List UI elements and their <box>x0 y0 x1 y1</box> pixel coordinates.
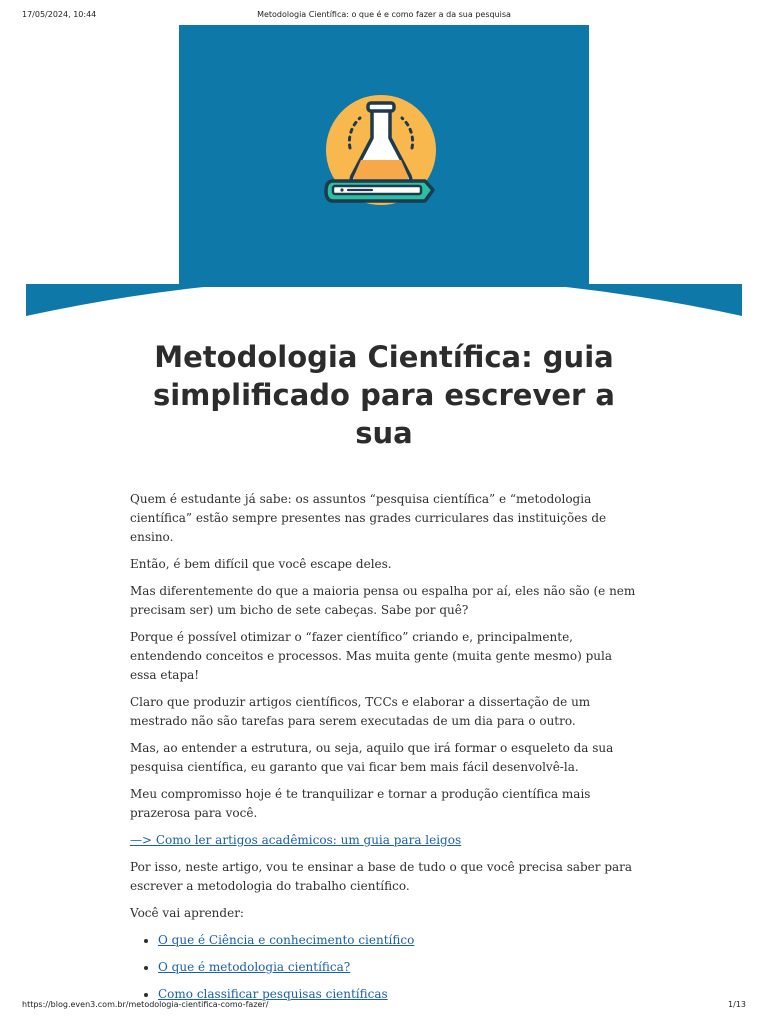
hero-banner <box>0 0 768 330</box>
paragraph: Então, é bem difícil que você escape deles. <box>130 557 392 571</box>
hero-illustration <box>0 0 768 330</box>
related-article-link[interactable]: —> Como ler artigos acadêmicos: um guia para leigos <box>130 833 462 847</box>
print-date: 17/05/2024, 10:44 <box>22 10 97 19</box>
print-url: https://blog.even3.com.br/metodologia-cientifica-como-fazer/ <box>22 1000 269 1009</box>
toc-link-metodologia[interactable]: O que é metodologia científica? <box>158 960 351 974</box>
learn-intro: Você vai aprender: <box>130 906 244 920</box>
paragraph: Mas diferentemente do que a maioria pensa ou espalha por aí, eles não são (e nem precisam ser) um bicho de sete cabeças. Sabe por quê? <box>130 584 636 617</box>
print-footer <box>22 1000 746 1012</box>
paragraph: Mas, ao entender a estrutura, ou seja, aquilo que irá formar o esqueleto da sua pesquisa científica, eu garanto que vai ficar bem mais fácil desenvolvê-la. <box>130 741 614 774</box>
toc-item <box>158 931 642 950</box>
hero-wave <box>26 277 742 316</box>
related-link-paragraph <box>130 831 642 850</box>
print-page-number: 1/13 <box>728 1000 746 1009</box>
toc-link-classificar[interactable]: Como classificar pesquisas científicas <box>158 987 388 1001</box>
table-of-contents <box>130 931 642 1004</box>
paragraph: Meu compromisso hoje é te tranquilizar e tornar a produção científica mais prazerosa para você. <box>130 787 591 820</box>
toc-link-ciencia[interactable]: O que é Ciência e conhecimento científico <box>158 933 415 947</box>
paragraph: Quem é estudante já sabe: os assuntos “pesquisa científica” e “metodologia científica” estão sempre presentes nas grades curriculares das instituições de ensino. <box>130 492 607 544</box>
paragraph: Por isso, neste artigo, vou te ensinar a base de tudo o que você precisa saber para escrever a metodologia do trabalho científico. <box>130 860 633 893</box>
paragraph: Porque é possível otimizar o “fazer científico” criando e, principalmente, entendendo conceitos e processos. Mas muita gente (muita gente mesmo) pula essa etapa! <box>130 630 612 682</box>
flask-on-book-icon <box>326 95 436 205</box>
toc-item <box>158 958 642 977</box>
article-title: Metodologia Científica: guia simplificado para escrever a sua <box>152 340 616 450</box>
print-page-title: Metodologia Científica: o que é e como fazer a da sua pesquisa <box>257 10 511 19</box>
article-body <box>130 490 642 1012</box>
paragraph: Claro que produzir artigos científicos, TCCs e elaborar a dissertação de um mestrado não são tarefas para serem executadas de um dia para o outro. <box>130 695 591 728</box>
